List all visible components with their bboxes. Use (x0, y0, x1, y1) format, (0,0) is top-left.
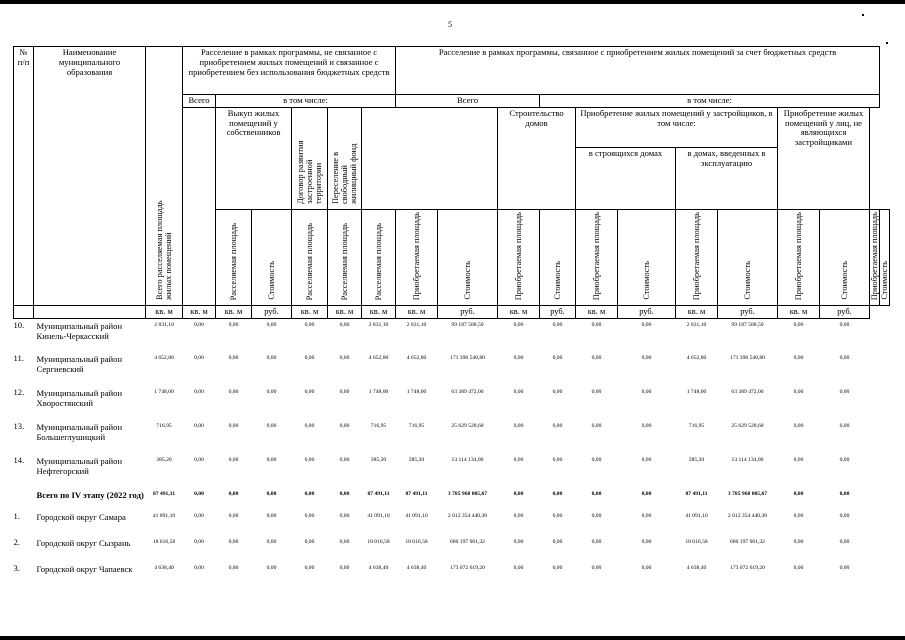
row-value: 0,00 (793, 513, 804, 520)
header-total-area: Всего расселяемая площадь жилых помещений (146, 47, 183, 306)
header-col-stoim-6: Стоимость (820, 209, 870, 305)
row-value: 4 652,80 (368, 355, 389, 362)
row-value: 0,00 (304, 513, 315, 520)
row-value: 0,00 (339, 565, 350, 572)
table-body (14, 318, 890, 588)
header-col-rass-3: Расселяемая площадь (328, 209, 362, 305)
row-value: 0,00 (839, 457, 850, 464)
unit-cell: кв. м (778, 305, 820, 318)
row-value: 3 785 968 005,67 (727, 491, 768, 498)
row-value: 0,00 (839, 539, 850, 546)
row-value: 171 390 540,80 (730, 355, 765, 362)
row-value: 87 491,11 (152, 491, 176, 498)
row-value: 0,00 (513, 457, 524, 464)
row-value: 173 072 619,20 (730, 565, 765, 572)
row-number (14, 488, 34, 510)
row-value: 4 638,40 (686, 565, 707, 572)
row-value: 0,00 (304, 423, 315, 430)
row-value: 3 785 968 005,67 (447, 491, 488, 498)
row-value: 0,00 (194, 389, 204, 396)
row-value: 0,00 (228, 513, 239, 520)
table-row (14, 386, 890, 420)
row-value: 4 638,40 (406, 565, 427, 572)
unit-cell: кв. м (183, 305, 216, 318)
row-value: 0,00 (839, 389, 850, 396)
header-stroitelstvo: Строительство домов (498, 107, 576, 209)
row-value: 0,00 (513, 513, 524, 520)
row-value: 0,00 (513, 539, 524, 546)
row-value: 41 091,10 (405, 513, 428, 520)
row-value: 0,00 (793, 423, 804, 430)
header-vtomchisle-budget: в том числе: (540, 95, 880, 108)
row-name: Муниципальный район Нефтегорский (36, 456, 123, 477)
row-value: 0,00 (591, 457, 602, 464)
row-value: 41 091,10 (367, 513, 390, 520)
row-value: 4 638,40 (368, 565, 389, 572)
row-value: 0,00 (591, 513, 602, 520)
table-row (14, 318, 890, 352)
row-value: 0,00 (266, 321, 277, 328)
row-value: 0,00 (552, 539, 563, 546)
row-name: Муниципальный район Кинель-Черкасский (36, 320, 123, 341)
row-value: 0,00 (194, 355, 204, 362)
header-col-rass-2: Расселяемая площадь (292, 209, 328, 305)
row-value: 0,00 (591, 321, 602, 328)
row-value: 0,00 (591, 423, 602, 430)
row-value: 716,95 (156, 423, 172, 430)
header-col-stoim-1: Стоимость (252, 209, 292, 305)
row-number: 2. (13, 537, 20, 548)
row-value: 680 197 961,32 (730, 539, 765, 546)
row-value: 0,00 (641, 423, 652, 430)
row-value: 0,00 (194, 457, 204, 464)
row-name: Муниципальный район Большеглушицкий (36, 422, 123, 443)
row-value: 0,00 (552, 389, 563, 396)
row-value: 41 091,10 (152, 513, 176, 520)
row-value: 63 389 472,00 (451, 389, 484, 396)
table-row (14, 536, 890, 562)
header-priobretenie-zastr: Приобретение жилых помещений у застройщиков, в том числе: (576, 107, 778, 147)
row-value: 25 629 528,60 (451, 423, 484, 430)
unit-cell: кв. м (576, 305, 618, 318)
unit-cell: руб. (252, 305, 292, 318)
row-value: 0,00 (228, 389, 239, 396)
row-value: 171 390 540,80 (450, 355, 485, 362)
top-border (0, 0, 905, 4)
units-row (14, 305, 890, 318)
row-value: 0,00 (793, 565, 804, 572)
row-value: 0,00 (591, 539, 602, 546)
row-value: 0,00 (228, 539, 239, 546)
row-value: 0,00 (228, 457, 239, 464)
row-name: Городской округ Чапаевск (36, 564, 133, 575)
row-value: 0,00 (793, 539, 804, 546)
row-value: 0,00 (304, 355, 315, 362)
header-dogovor: Договор развития застроенной территории (292, 107, 328, 209)
header-name: Наименование муниципального образования (34, 47, 146, 306)
unit-cell: кв. м (362, 305, 396, 318)
row-number: 13. (13, 421, 25, 432)
row-value: 0,00 (228, 321, 239, 328)
row-value: 0,00 (591, 565, 602, 572)
row-value: 173 072 619,20 (450, 565, 485, 572)
row-name: Городской округ Сызрань (36, 538, 131, 549)
unit-cell (14, 305, 34, 318)
row-value: 99 187 588,50 (451, 321, 484, 328)
header-num: № п/п (14, 47, 34, 306)
row-value: 0,00 (228, 491, 239, 498)
header-col-priob-1: Приобретаемая площадь (396, 209, 438, 305)
row-value: 41 091,10 (685, 513, 708, 520)
row-value: 0,00 (793, 491, 804, 498)
row-value: 4 652,80 (406, 355, 427, 362)
row-value: 716,95 (688, 423, 705, 430)
page-number: 5 (448, 20, 452, 29)
row-value: 0,00 (839, 423, 850, 430)
header-col-priob-6: Приобретаемая площадь (870, 209, 880, 305)
row-value: 0,00 (266, 423, 277, 430)
row-value: 1 748,00 (154, 389, 174, 396)
header-col-priob-4: Приобретаемая площадь (676, 209, 718, 305)
row-value: 13 114 134,00 (451, 457, 484, 464)
row-value: 0,00 (641, 321, 652, 328)
unit-cell (34, 305, 146, 318)
unit-cell: руб. (820, 305, 870, 318)
row-value: 2 831,10 (368, 321, 389, 328)
row-value: 0,00 (641, 565, 652, 572)
row-value: 0,00 (513, 491, 524, 498)
unit-cell: руб. (718, 305, 778, 318)
row-value: 0,00 (513, 423, 524, 430)
unit-cell: кв. м (396, 305, 438, 318)
row-value: 63 389 472,00 (731, 389, 764, 396)
row-value: 0,00 (591, 491, 602, 498)
row-value: 0,00 (591, 355, 602, 362)
row-value: 0,00 (266, 539, 277, 546)
header-col-rass-1: Расселяемая площадь (216, 209, 252, 305)
row-number: 1. (13, 511, 20, 522)
header-vsego-blank (183, 107, 216, 305)
row-value: 0,00 (266, 389, 277, 396)
row-value: 0,00 (304, 321, 315, 328)
header-vtomchisle: в том числе: (216, 95, 396, 108)
row-value: 0,00 (513, 389, 524, 396)
row-value: 680 197 961,32 (450, 539, 485, 546)
table-row (14, 562, 890, 588)
row-value: 4 652,80 (686, 355, 707, 362)
row-value: 0,00 (194, 321, 204, 328)
row-value: 87 491,11 (405, 491, 428, 498)
header-col-stoim-2: Стоимость (438, 209, 498, 305)
row-value: 0,00 (266, 491, 277, 498)
row-value: 0,00 (339, 423, 350, 430)
row-value: 0,00 (304, 539, 315, 546)
row-value: 0,00 (552, 491, 563, 498)
row-value: 1 748,00 (686, 389, 707, 396)
unit-cell: руб. (618, 305, 676, 318)
unit-cell: кв. м (216, 305, 252, 318)
row-name: Городской округ Самара (36, 512, 126, 523)
row-value: 0,00 (513, 321, 524, 328)
header-vykup: Выкуп жилых помещений у собственников (216, 107, 292, 209)
row-value: 2 012 354 440,30 (447, 513, 488, 520)
row-value: 2 831,10 (686, 321, 707, 328)
row-value: 0,00 (552, 355, 563, 362)
row-value: 0,00 (194, 539, 204, 546)
row-value: 0,00 (513, 565, 524, 572)
row-value: 0,00 (552, 423, 563, 430)
row-value: 385,20 (156, 457, 172, 464)
unit-cell: кв. м (146, 305, 183, 318)
row-value: 0,00 (339, 513, 350, 520)
row-value: 25 629 528,60 (731, 423, 764, 430)
row-value: 0,00 (641, 539, 652, 546)
row-value: 18 016,58 (152, 539, 176, 546)
row-value: 0,00 (194, 565, 204, 572)
row-value: 385,20 (408, 457, 425, 464)
row-value: 0,00 (591, 389, 602, 396)
header-col-priob-2: Приобретаемая площадь (498, 209, 540, 305)
row-value: 716,95 (370, 423, 387, 430)
row-value: 0,00 (552, 513, 563, 520)
row-value: 2 012 354 440,30 (727, 513, 768, 520)
resettlement-table (13, 46, 890, 588)
header-group-nonbudget: Расселение в рамках программы, не связанное с приобретением жилых помещений и связанное с приобретением без использования бюджетных средств (183, 47, 396, 95)
unit-cell: руб. (540, 305, 576, 318)
row-value: 0,00 (839, 491, 850, 498)
row-number: 12. (13, 387, 25, 398)
row-name: Всего по IV этапу (2022 год) (36, 490, 144, 501)
row-value: 0,00 (339, 457, 350, 464)
header-col-stoim-4: Стоимость (618, 209, 676, 305)
row-value: 0,00 (266, 355, 277, 362)
row-value: 0,00 (339, 539, 350, 546)
unit-cell: кв. м (498, 305, 540, 318)
row-value: 0,00 (194, 491, 204, 498)
header-pereselenie: Переселение в свободный жилищный фонд (328, 107, 362, 209)
row-value: 2 831,10 (406, 321, 427, 328)
header-col-stoim-3: Стоимость (540, 209, 576, 305)
row-value: 0,00 (266, 513, 277, 520)
row-number: 14. (13, 455, 25, 466)
row-value: 2 831,10 (154, 321, 174, 328)
row-value: 0,00 (793, 457, 804, 464)
row-value: 0,00 (839, 513, 850, 520)
row-value: 0,00 (641, 513, 652, 520)
header-v-stroyashchikhsya: в строящихся домах (576, 147, 676, 209)
row-value: 0,00 (339, 389, 350, 396)
header-col-stoim-7: Стоимость (880, 209, 890, 305)
header-col-priob-3: Приобретаемая площадь (576, 209, 618, 305)
row-value: 87 491,11 (367, 491, 390, 498)
header-col-rass-4: Расселяемая площадь (362, 209, 396, 305)
row-value: 0,00 (339, 321, 350, 328)
row-value: 18 016,58 (367, 539, 390, 546)
row-value: 0,00 (641, 389, 652, 396)
scan-speck (862, 14, 864, 16)
scan-speck (886, 42, 888, 44)
row-value: 0,00 (839, 321, 850, 328)
unit-cell: кв. м (676, 305, 718, 318)
row-value: 0,00 (266, 457, 277, 464)
row-value: 0,00 (304, 565, 315, 572)
row-value: 0,00 (304, 491, 315, 498)
row-value: 87 491,11 (685, 491, 708, 498)
row-value: 0,00 (641, 491, 652, 498)
table-row (14, 420, 890, 454)
row-value: 0,00 (228, 423, 239, 430)
row-value: 0,00 (228, 565, 239, 572)
row-number: 10. (13, 319, 25, 330)
row-value: 0,00 (641, 355, 652, 362)
row-value: 0,00 (552, 321, 563, 328)
unit-cell: руб. (438, 305, 498, 318)
row-value: 1 748,00 (368, 389, 389, 396)
header-vsego: Всего (183, 95, 216, 108)
row-value: 18 016,58 (405, 539, 428, 546)
header-col-priob-5: Приобретаемая площадь (778, 209, 820, 305)
header-vsego-budget: Всего (396, 95, 540, 108)
row-value: 385,20 (370, 457, 387, 464)
row-name: Муниципальный район Сергиевский (36, 354, 123, 375)
row-value: 0,00 (552, 565, 563, 572)
row-name: Муниципальный район Хворостянский (36, 388, 123, 409)
row-value: 0,00 (339, 491, 350, 498)
row-value: 716,95 (408, 423, 425, 430)
row-value: 0,00 (793, 321, 804, 328)
bottom-border (0, 636, 905, 640)
table-row (14, 510, 890, 536)
row-value: 4 638,40 (154, 565, 174, 572)
row-value: 0,00 (304, 389, 315, 396)
row-value: 99 187 588,50 (731, 321, 764, 328)
header-group-budget: Расселение в рамках программы, связанное с приобретением жилых помещений за счет бюджетных средств (396, 47, 880, 95)
row-value: 0,00 (839, 565, 850, 572)
row-value: 4 652,80 (154, 355, 174, 362)
unit-cell: кв. м (292, 305, 328, 318)
row-value: 18 016,58 (685, 539, 708, 546)
row-value: 385,20 (688, 457, 705, 464)
header-col-stoim-5: Стоимость (718, 209, 778, 305)
row-value: 0,00 (793, 389, 804, 396)
row-value: 13 114 134,00 (731, 457, 764, 464)
row-value: 0,00 (304, 457, 315, 464)
row-value: 0,00 (339, 355, 350, 362)
row-value: 0,00 (513, 355, 524, 362)
row-value: 0,00 (552, 457, 563, 464)
row-value: 0,00 (839, 355, 850, 362)
row-value: 0,00 (793, 355, 804, 362)
row-value: 0,00 (641, 457, 652, 464)
row-number: 11. (13, 353, 24, 364)
table-row (14, 352, 890, 386)
unit-cell: кв. м (328, 305, 362, 318)
header-vsego-blank2 (362, 107, 498, 209)
header-v-domakh: в домах, введенных в эксплуатацию (676, 147, 778, 209)
header-priobretenie-lits: Приобретение жилых помещений у лиц, не являющихся застройщиками (778, 107, 870, 209)
row-value: 0,00 (228, 355, 239, 362)
row-value: 0,00 (194, 513, 204, 520)
table-row (14, 454, 890, 488)
row-value: 0,00 (266, 565, 277, 572)
row-value: 1 748,00 (406, 389, 427, 396)
row-value: 0,00 (194, 423, 204, 430)
table-row (14, 488, 890, 510)
row-number: 3. (13, 563, 20, 574)
